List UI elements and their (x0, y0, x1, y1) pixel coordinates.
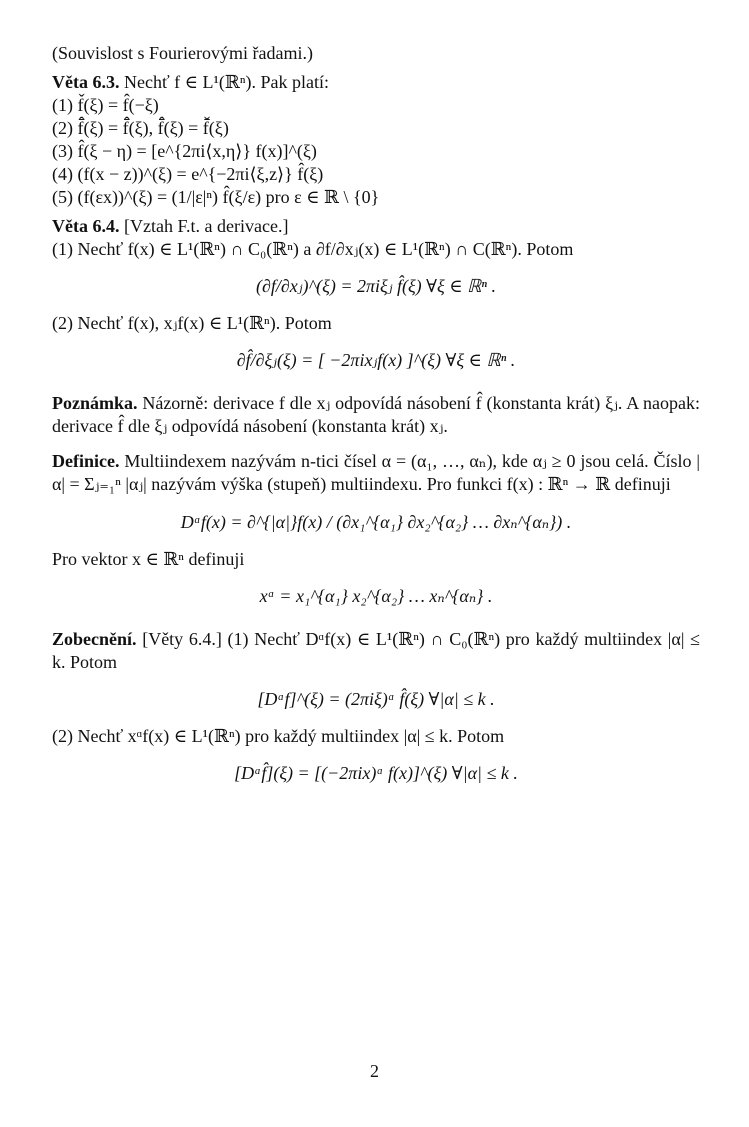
definition-equation-derivative: Dᵅf(x) = ∂^{|α|}f(x) / (∂x₁^{α₁} ∂x₂^{α₂} … ∂xₙ^{αₙ}) . (180, 511, 572, 532)
theorem-6-3-item-5: (5) (f(εx))^(ξ) = (1/|ε|ⁿ) f̂(ξ/ε) pro ε ∈ ℝ \ {0} (52, 187, 380, 208)
remark-paragraph (52, 392, 700, 438)
theorem-6-3-item-1: (1) f̌(ξ) = f̂(−ξ) (52, 95, 159, 116)
document-page (52, 42, 700, 799)
generalization-title: Zobecnění. (52, 628, 137, 649)
theorem-6-4-subtitle: [Vztah F.t. a derivace.] (123, 216, 289, 237)
theorem-6-4-equation-1: (∂f/∂xⱼ)^(ξ) = 2πiξⱼ f̂(ξ) ∀ξ ∈ ℝⁿ . (256, 276, 496, 297)
page-number: 2 (370, 1061, 379, 1081)
definition-vector-line: Pro vektor x ∈ ℝⁿ definuji (52, 548, 245, 569)
theorem-6-4-part-1: (1) Nechť f(x) ∈ L¹(ℝⁿ) ∩ C₀(ℝⁿ) a ∂f/∂xⱼ(x) ∈ L¹(ℝⁿ) ∩ C(ℝⁿ). Potom (52, 239, 574, 260)
generalization-heading (52, 628, 700, 674)
theorem-6-3-lead: Nechť f ∈ L¹(ℝⁿ). Pak platí: (123, 72, 329, 93)
intro-line: (Souvislost s Fourierovými řadami.) (52, 43, 313, 63)
theorem-6-3-title: Věta 6.3. (52, 72, 120, 93)
generalization-equation-1: [Dᵅf]^(ξ) = (2πiξ)ᵅ f̂(ξ) ∀|α| ≤ k . (257, 688, 495, 709)
definition-equation-power: xᵅ = x₁^{α₁} x₂^{α₂} … xₙ^{αₙ} . (259, 585, 493, 606)
theorem-6-3-heading (52, 71, 700, 94)
remark-title: Poznámka. (52, 393, 138, 414)
theorem-6-4-title: Věta 6.4. (52, 216, 120, 237)
generalization-part-2: (2) Nechť xᵅf(x) ∈ L¹(ℝⁿ) pro každý multiindex |α| ≤ k. Potom (52, 725, 505, 746)
generalization-part-1: (1) Nechť Dᵅf(x) ∈ L¹(ℝⁿ) ∩ C₀(ℝⁿ) pro každý multiindex |α| ≤ k. Potom (52, 628, 700, 672)
theorem-6-3-item-4: (4) (f(x − z))^(ξ) = e^{−2πi⟨ξ,z⟩} f̂(ξ) (52, 164, 324, 185)
definition-title: Definice. (52, 451, 120, 472)
generalization-equation-2: [Dᵅf̂](ξ) = [(−2πix)ᵅ f(x)]^(ξ) ∀|α| ≤ k . (234, 762, 518, 783)
generalization-subtitle: [Věty 6.4.] (142, 628, 222, 649)
definition-text: Multiindexem nazývám n-tici čísel α = (α₁, …, αₙ), kde αⱼ ≥ 0 jsou celá. Číslo |α| = Σⱼ₌₁ⁿ |αⱼ| nazývám výška (stupeň) multiindexu. Pro funkci f(x) : ℝⁿ → ℝ definuji (52, 451, 700, 495)
remark-text: Názorně: derivace f dle xⱼ odpovídá násobení f̂ (konstanta krát) ξⱼ. A naopak: derivace f̂ dle ξⱼ odpovídá násobení (konstanta krát) xⱼ. (52, 393, 701, 437)
theorem-6-4-heading (52, 215, 700, 238)
definition-paragraph (52, 450, 700, 496)
theorem-6-4-part-2: (2) Nechť f(x), xⱼf(x) ∈ L¹(ℝⁿ). Potom (52, 313, 332, 334)
theorem-6-3-item-2: (2) f̄̂(ξ) = f̂̄(ξ), f̂̄(ξ) = f̌̄(ξ) (52, 118, 229, 139)
theorem-6-3-item-3: (3) f̂(ξ − η) = [e^{2πi⟨x,η⟩} f(x)]^(ξ) (52, 141, 317, 162)
theorem-6-4-equation-2: ∂f̂/∂ξⱼ(ξ) = [ −2πixⱼf(x) ]^(ξ) ∀ξ ∈ ℝⁿ . (236, 350, 516, 371)
